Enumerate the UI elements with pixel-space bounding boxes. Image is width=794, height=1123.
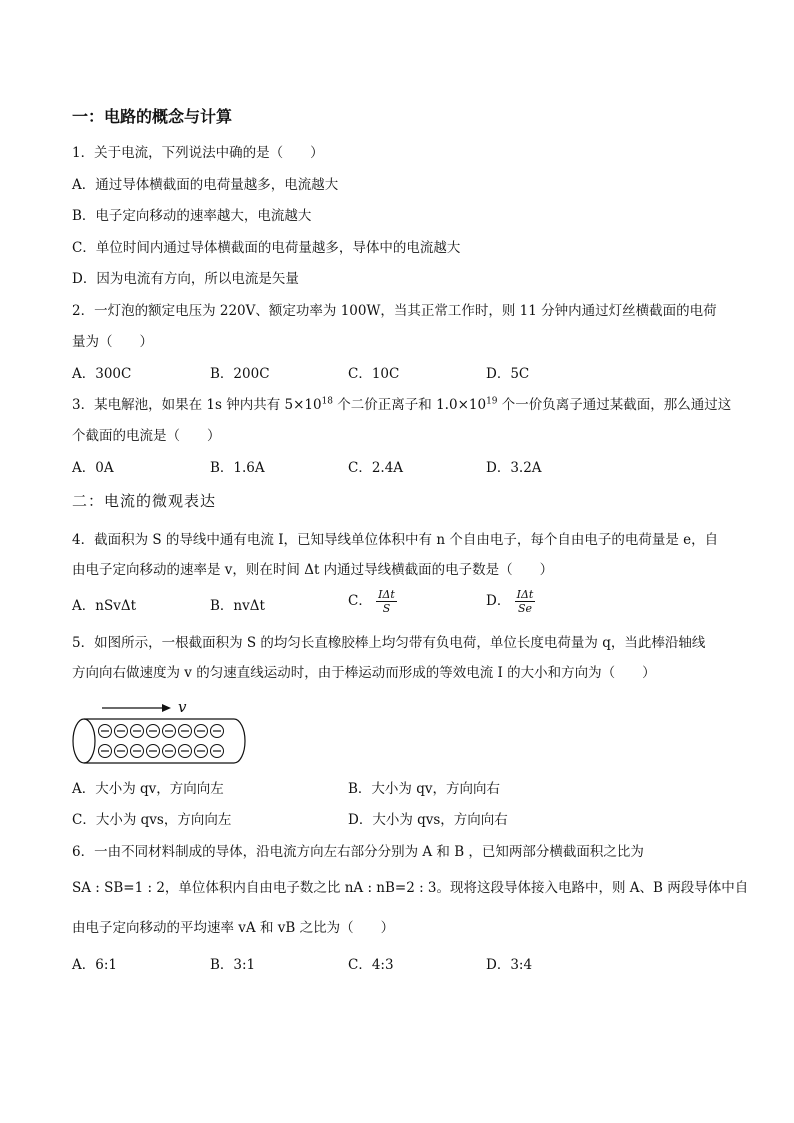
question-3-exponent-1: 18: [321, 396, 334, 407]
question-4-option-d-fraction: [515, 588, 536, 615]
question-1-option-d: D．因为电流有方向，所以电流是矢量: [72, 271, 299, 287]
question-1-option-b: B．电子定向移动的速率越大，电流越大: [72, 208, 312, 224]
velocity-label: v: [178, 698, 187, 716]
question-3-option-c: C．2.4A: [348, 460, 404, 476]
question-4-option-d: [486, 588, 535, 615]
question-3-stem-part-a: 3．某电解池，如果在 1s 钟内共有 5×10: [72, 397, 322, 413]
question-3-stem-line-2: 个截面的电流是（ ）: [72, 428, 221, 444]
fraction-denominator: Se: [517, 602, 532, 615]
question-4-stem-line-2: 由电子定向移动的速率是 v，则在时间 Δt 内通过导线横截面的电子数是（ ）: [72, 562, 554, 578]
question-5-option-b: B．大小为 qv，方向向右: [348, 781, 500, 797]
section-heading-2: 二：电流的微观表达: [72, 492, 217, 510]
question-5-stem-line-2: 方向向右做速度为 v 的匀速直线运动时，由于棒运动而形成的等效电流 I 的大小和方向为（ ）: [72, 665, 656, 681]
question-2-option-d: D．5C: [486, 366, 530, 382]
question-1-option-a: A．通过导体横截面的电荷量越多，电流越大: [72, 177, 339, 193]
question-6-option-a: A．6:1: [72, 957, 117, 973]
rod-left-end: [73, 719, 95, 763]
question-3-stem-part-b: 个二价正离子和 1.0×10: [333, 397, 487, 413]
velocity-arrowhead: [162, 704, 171, 712]
question-4-option-a: A．nSvΔt: [72, 598, 136, 614]
fraction-denominator: S: [382, 602, 391, 615]
question-6-option-d: D．3:4: [486, 957, 533, 973]
question-5-option-c: C．大小为 qvs，方向向左: [72, 812, 232, 828]
question-3-option-b: B．1.6A: [210, 460, 265, 476]
question-4-option-d-label: D．: [486, 593, 511, 609]
question-5-option-d: D．大小为 qvs，方向向右: [348, 812, 508, 828]
question-4-option-c-label: C．: [348, 593, 372, 609]
question-2-option-a: A．300C: [72, 366, 132, 382]
question-2-option-b: B．200C: [210, 366, 270, 382]
question-3-option-d: D．3.2A: [486, 460, 542, 476]
question-3-stem-line-1: [72, 396, 731, 414]
question-6-stem-line-1: 6．一由不同材料制成的导体，沿电流方向左右部分分别为 A 和 B ，已知两部分横截面积之比为: [72, 844, 644, 860]
charged-rod-figure: [70, 694, 252, 770]
question-3-stem-part-c: 个一价负离子通过某截面，那么通过这: [497, 397, 732, 413]
question-4-option-c: [348, 588, 397, 615]
question-6-stem-line-2: SA : SB=1 : 2，单位体积内自由电子数之比 nA : nB=2 : 3。现将这段导体接入电路中，则 A、B 两段导体中自: [72, 880, 749, 896]
question-6-stem-line-3: 由电子定向移动的平均速率 vA 和 vB 之比为（ ）: [72, 920, 395, 936]
fraction-numerator: IΔt: [378, 588, 395, 601]
negative-charges: [99, 725, 224, 758]
section-heading-1: 一：电路的概念与计算: [72, 107, 233, 126]
question-1-stem: 1．关于电流，下列说法中确的是（ ）: [72, 145, 324, 161]
question-2-option-c: C．10C: [348, 366, 400, 382]
question-6-option-c: C．4:3: [348, 957, 394, 973]
question-4-option-c-fraction: [376, 588, 397, 615]
question-3-option-a: A．0A: [72, 460, 114, 476]
question-5-option-a: A．大小为 qv，方向向左: [72, 781, 224, 797]
question-5-stem-line-1: 5．如图所示，一根截面积为 S 的均匀长直橡胶棒上均匀带有负电荷，单位长度电荷量为 q，当此棒沿轴线: [72, 635, 706, 651]
question-2-stem-line-1: 2．一灯泡的额定电压为 220V、额定功率为 100W，当其正常工作时，则 11 分钟内通过灯丝横截面的电荷: [72, 303, 717, 319]
fraction-numerator: IΔt: [516, 588, 534, 601]
question-4-stem-line-1: 4．截面积为 S 的导线中通有电流 I，已知导线单位体积中有 n 个自由电子，每个自由电子的电荷量是 e，自: [72, 532, 719, 548]
question-4-option-b: B．nvΔt: [210, 598, 265, 614]
rod-right-end: [234, 719, 245, 763]
question-2-stem-line-2: 量为（ ）: [72, 334, 153, 350]
question-3-exponent-2: 19: [486, 396, 498, 407]
question-1-option-c: C．单位时间内通过导体横截面的电荷量越多，导体中的电流越大: [72, 240, 461, 256]
question-6-option-b: B．3:1: [210, 957, 256, 973]
